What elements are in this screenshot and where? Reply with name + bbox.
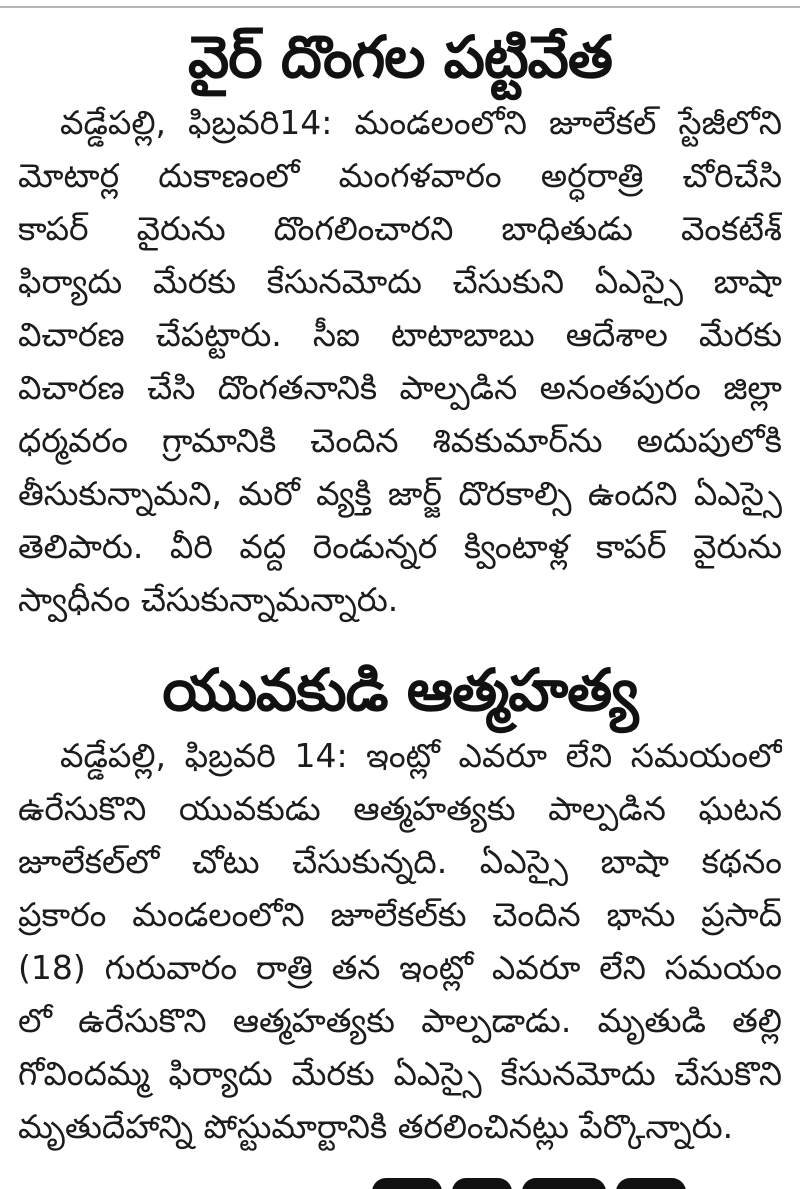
cropped-glyph <box>452 1178 512 1189</box>
article-line: ఉరేసుకొని యువకుడు ఆత్మహత్యకు పాల్పడిన ఘటన <box>18 789 782 828</box>
article-line: తెలిపారు. వీరి వద్ద రెండున్నర క్వింటాళ్ల కాపర్ వైరును <box>18 527 782 566</box>
article-wire-thieves <box>0 18 800 626</box>
article-line: వడ్డేపల్లి, ఫిబ్రవరి 14: ఇంట్లో ఎవరూ లేని సమయంలో <box>60 736 782 775</box>
article-youth-suicide <box>0 651 800 1153</box>
article-line: స్వాధీనం చేసుకున్నామన్నారు. <box>18 580 399 619</box>
article-body <box>0 96 800 626</box>
article-headline: యువకుడి ఆత్మహత్య <box>162 656 638 724</box>
article-line: కాపర్ వైరును దొంగలించారని బాధితుడు వెంకటేశ్ <box>18 209 782 248</box>
article-line: ధర్మవరం గ్రామానికి చెందిన శివకుమార్‌ను అదుపులోకి <box>18 421 782 460</box>
article-line: లో ఉరేసుకొని ఆత్మహత్యకు పాల్పడాడు. మృతుడి తల్లి <box>18 1001 782 1040</box>
article-line: జూలేకల్‌లో చోటు చేసుకున్నది. ఏఎస్సై బాషా కథనం <box>18 842 782 881</box>
article-line: గోవిందమ్మ ఫిర్యాదు మేరకు ఏఎస్సై కేసునమోదు చేసుకొని <box>18 1054 782 1093</box>
article-line: ఫిర్యాదు మేరకు కేసునమోదు చేసుకుని ఏఎస్సై బాషా <box>18 262 782 301</box>
article-line: తీసుకున్నామని, మరో వ్యక్తి జార్జ్ దొరకాల్సి ఉందని ఏఎస్సై <box>18 474 782 513</box>
cropped-next-headline <box>0 1172 800 1189</box>
article-headline: వైర్ దొంగల పట్టివేత <box>188 23 612 91</box>
article-line: విచారణ చేపట్టారు. సీఐ టాటాబాబు ఆదేశాల మేరకు <box>18 315 782 354</box>
article-line: ప్రకారం మండలంలోని జూలేకల్‌కు చెందిన భాను ప్రసాద్ <box>18 895 782 934</box>
cropped-glyph <box>372 1178 442 1189</box>
cropped-glyph <box>522 1178 606 1189</box>
article-line: మృతుదేహాన్ని పోస్టుమార్టానికి తరలించినట్లు పేర్కొన్నారు. <box>18 1107 734 1146</box>
article-line: విచారణ చేసి దొంగతనానికి పాల్పడిన అనంతపురం జిల్లా <box>18 368 782 407</box>
article-line: వడ్డేపల్లి, ఫిబ్రవరి14: మండలంలోని జూలేకల్ స్టేజీలోని <box>60 103 782 142</box>
top-divider <box>0 6 800 8</box>
article-line: మోటార్ల దుకాణంలో మంగళవారం అర్ధరాత్రి చోరిచేసి <box>18 156 782 195</box>
article-line: (18) గురువారం రాత్రి తన ఇంట్లో ఎవరూ లేని సమయం <box>18 948 782 987</box>
article-body <box>0 729 800 1153</box>
cropped-glyph <box>616 1178 686 1189</box>
